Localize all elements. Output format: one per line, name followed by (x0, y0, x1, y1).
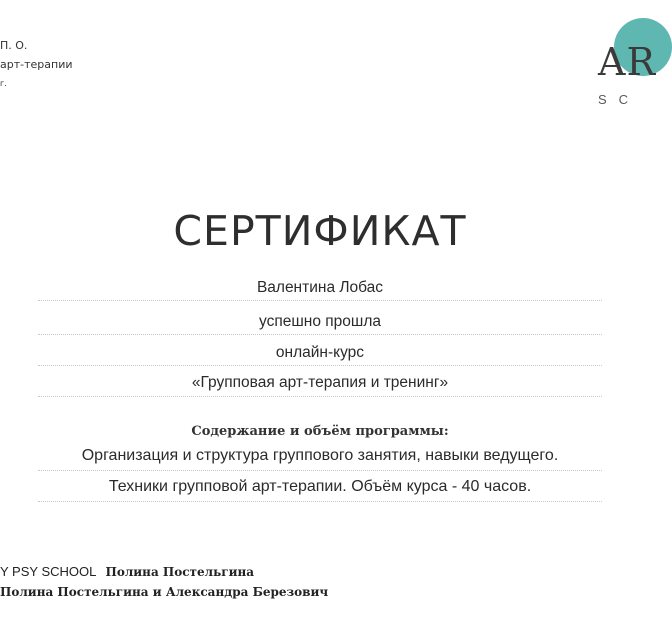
program-line-1: Организация и структура группового занятия, навыки ведущего. (81, 447, 559, 464)
logo-sub-text: SC (598, 92, 641, 107)
certificate-title: СЕРТИФИКАТ (173, 207, 467, 255)
course-type: онлайн-курс (275, 344, 365, 361)
dotted-divider (38, 334, 602, 335)
dotted-divider (38, 470, 602, 471)
recipient-name: Валентина Лобас (256, 279, 384, 296)
course-authors: Полина Постельгина и Александра Березович (0, 585, 329, 599)
header-left-line-2: арт-терапии (0, 58, 73, 71)
dotted-divider (38, 365, 602, 366)
director-name: Полина Постельгина (105, 565, 255, 579)
dotted-divider (38, 396, 602, 397)
school-name: Y PSY SCHOOL (0, 564, 96, 579)
header-left-line-3: г. (0, 79, 7, 88)
header-left-block (0, 36, 73, 93)
program-heading: Содержание и объём программы: (191, 424, 449, 439)
dotted-divider (38, 300, 602, 301)
header-left-line-1: П. О. (0, 39, 28, 52)
completion-text: успешно прошла (259, 313, 381, 330)
footer-school-line (0, 562, 254, 582)
dotted-divider (38, 501, 602, 502)
footer-authors-line (0, 582, 328, 602)
course-name: «Групповая арт-терапия и тренинг» (191, 374, 449, 391)
program-line-2: Техники групповой арт-терапии. Объём курса - 40 часов. (108, 478, 532, 495)
logo-main-text: AR (598, 40, 657, 84)
